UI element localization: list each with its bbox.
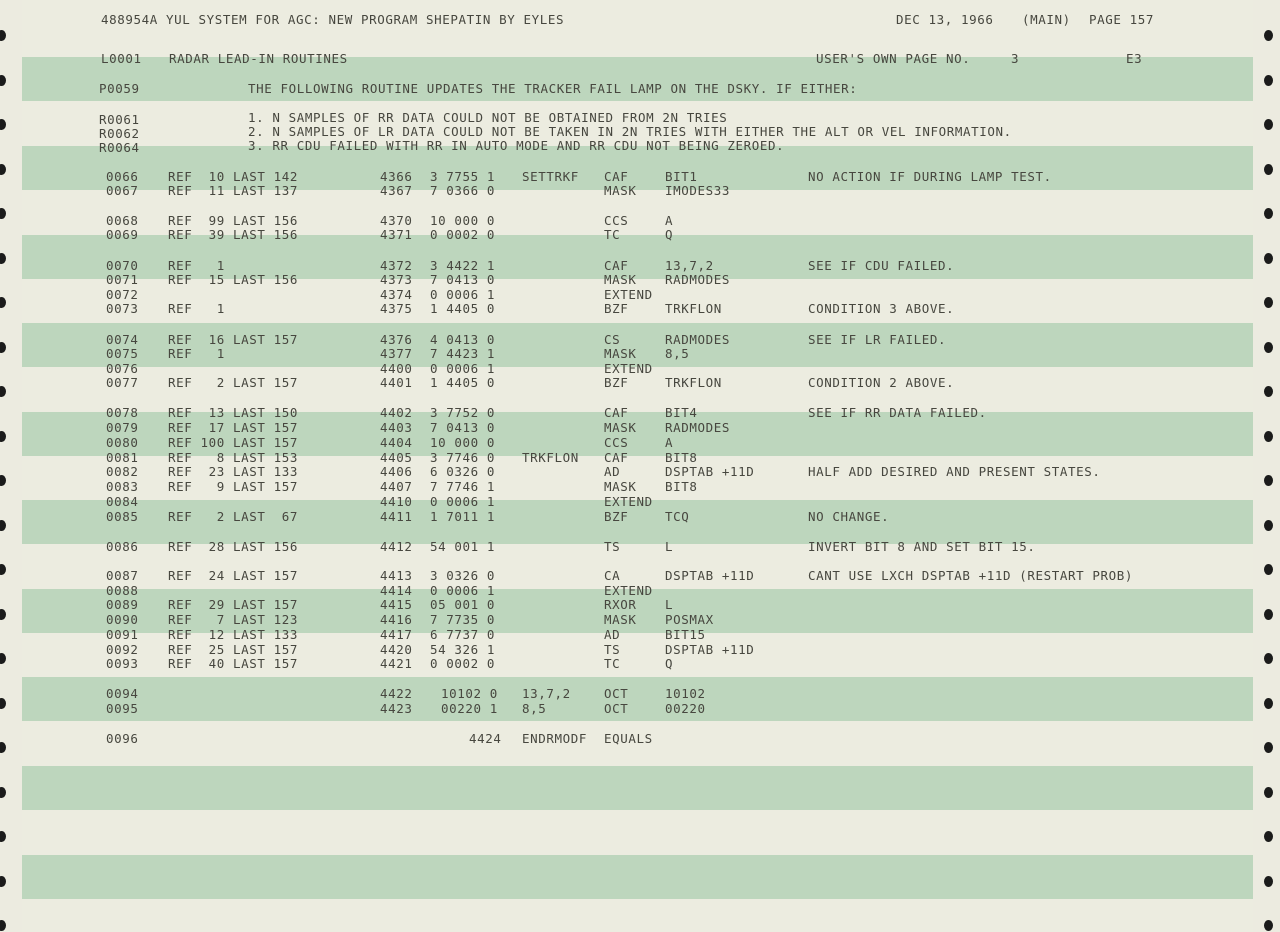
opcode: BZF bbox=[604, 509, 629, 524]
green-bar-band bbox=[22, 855, 1253, 899]
tractor-hole bbox=[0, 698, 6, 709]
memory-address: 4370 bbox=[380, 213, 413, 228]
memory-address: 4403 bbox=[380, 420, 413, 435]
opcode: CA bbox=[604, 568, 621, 583]
tractor-hole bbox=[1264, 653, 1273, 664]
opcode: MASK bbox=[604, 183, 637, 198]
tractor-hole bbox=[1264, 386, 1273, 397]
comment: CONDITION 2 ABOVE. bbox=[808, 375, 955, 390]
tractor-hole bbox=[1264, 876, 1273, 887]
memory-address: 4405 bbox=[380, 450, 413, 465]
opcode: CAF bbox=[604, 450, 629, 465]
octal-code: 10102 0 bbox=[441, 686, 498, 701]
octal-code: 05 001 0 bbox=[430, 597, 496, 612]
octal-code: 10 000 0 bbox=[430, 213, 496, 228]
tractor-hole bbox=[1264, 208, 1273, 219]
operand: BIT8 bbox=[665, 479, 698, 494]
tractor-hole bbox=[1264, 742, 1273, 753]
operand: DSPTAB +11D bbox=[665, 642, 755, 657]
comment: SEE IF RR DATA FAILED. bbox=[808, 405, 987, 420]
octal-code: 3 7755 1 bbox=[430, 169, 496, 184]
octal-code: 4424 bbox=[469, 731, 502, 746]
memory-address: 4417 bbox=[380, 627, 413, 642]
tractor-hole bbox=[1264, 920, 1273, 931]
cross-reference: REF 9 LAST 157 bbox=[168, 479, 299, 494]
tractor-hole bbox=[1264, 119, 1273, 130]
listing-line-number: 0087 bbox=[106, 568, 139, 583]
operand: RADMODES bbox=[665, 420, 731, 435]
octal-code: 7 4423 1 bbox=[430, 346, 496, 361]
tractor-hole bbox=[0, 876, 6, 887]
opcode: EXTEND bbox=[604, 583, 653, 598]
memory-address: 4422 bbox=[380, 686, 413, 701]
listing-line-number: 0067 bbox=[106, 183, 139, 198]
cross-reference: REF 17 LAST 157 bbox=[168, 420, 299, 435]
listing-line-number: 0096 bbox=[106, 731, 139, 746]
memory-address: 4374 bbox=[380, 287, 413, 302]
listing-line-number: 0086 bbox=[106, 539, 139, 554]
tractor-hole bbox=[1264, 698, 1273, 709]
tractor-hole bbox=[1264, 297, 1273, 308]
operand: RADMODES bbox=[665, 272, 731, 287]
memory-address: 4421 bbox=[380, 656, 413, 671]
section-code: E3 bbox=[1126, 51, 1143, 66]
octal-code: 54 326 1 bbox=[430, 642, 496, 657]
symbol-label: 8,5 bbox=[522, 701, 547, 716]
tractor-hole bbox=[1264, 609, 1273, 620]
listing-line-number: 0080 bbox=[106, 435, 139, 450]
memory-address: 4406 bbox=[380, 464, 413, 479]
comment: INVERT BIT 8 AND SET BIT 15. bbox=[808, 539, 1036, 554]
octal-code: 4 0413 0 bbox=[430, 332, 496, 347]
listing-line-number: 0077 bbox=[106, 375, 139, 390]
section-title: RADAR LEAD-IN ROUTINES bbox=[169, 51, 348, 66]
octal-code: 0 0006 1 bbox=[430, 494, 496, 509]
cross-reference: REF 2 LAST 157 bbox=[168, 375, 299, 390]
octal-code: 3 7746 0 bbox=[430, 450, 496, 465]
tractor-hole bbox=[1264, 431, 1273, 442]
opcode: TS bbox=[604, 539, 621, 554]
octal-code: 7 7746 1 bbox=[430, 479, 496, 494]
operand: BIT1 bbox=[665, 169, 698, 184]
operand: L bbox=[665, 597, 674, 612]
cross-reference: REF 1 bbox=[168, 346, 225, 361]
comment: CANT USE LXCH DSPTAB +11D (RESTART PROB) bbox=[808, 568, 1134, 583]
memory-address: 4411 bbox=[380, 509, 413, 524]
memory-address: 4402 bbox=[380, 405, 413, 420]
operand: 10102 bbox=[665, 686, 706, 701]
operand: BIT15 bbox=[665, 627, 706, 642]
comment: NO ACTION IF DURING LAMP TEST. bbox=[808, 169, 1052, 184]
cross-reference: REF 40 LAST 157 bbox=[168, 656, 299, 671]
octal-code: 0 0002 0 bbox=[430, 656, 496, 671]
opcode: MASK bbox=[604, 479, 637, 494]
header-main: (MAIN) bbox=[1022, 12, 1071, 27]
opcode: CAF bbox=[604, 405, 629, 420]
operand: TCQ bbox=[665, 509, 690, 524]
octal-code: 00220 1 bbox=[441, 701, 498, 716]
cross-reference: REF 13 LAST 150 bbox=[168, 405, 299, 420]
tractor-hole bbox=[1264, 253, 1273, 264]
tractor-hole bbox=[0, 297, 6, 308]
listing-line-number: 0078 bbox=[106, 405, 139, 420]
opcode: BZF bbox=[604, 375, 629, 390]
cross-reference: REF 10 LAST 142 bbox=[168, 169, 299, 184]
listing-line-number: 0093 bbox=[106, 656, 139, 671]
comment: HALF ADD DESIRED AND PRESENT STATES. bbox=[808, 464, 1101, 479]
operand: 8,5 bbox=[665, 346, 690, 361]
cross-reference: REF 7 LAST 123 bbox=[168, 612, 299, 627]
opcode: OCT bbox=[604, 686, 629, 701]
memory-address: 4413 bbox=[380, 568, 413, 583]
octal-code: 7 7735 0 bbox=[430, 612, 496, 627]
opcode: MASK bbox=[604, 272, 637, 287]
octal-code: 3 7752 0 bbox=[430, 405, 496, 420]
tractor-hole bbox=[0, 75, 6, 86]
octal-code: 10 000 0 bbox=[430, 435, 496, 450]
opcode: BZF bbox=[604, 301, 629, 316]
octal-code: 0 0006 1 bbox=[430, 583, 496, 598]
user-page-label: USER'S OWN PAGE NO. bbox=[816, 51, 971, 66]
listing-line-number: 0071 bbox=[106, 272, 139, 287]
green-bar-band bbox=[22, 766, 1253, 810]
tractor-hole bbox=[0, 742, 6, 753]
listing-line-number: 0076 bbox=[106, 361, 139, 376]
listing-line-number: 0094 bbox=[106, 686, 139, 701]
green-bar-band bbox=[22, 677, 1253, 721]
tractor-hole bbox=[0, 831, 6, 842]
octal-code: 0 0006 1 bbox=[430, 361, 496, 376]
operand: DSPTAB +11D bbox=[665, 464, 755, 479]
operand: POSMAX bbox=[665, 612, 714, 627]
tractor-hole bbox=[1264, 564, 1273, 575]
remark-line-number: R0061 bbox=[99, 112, 140, 127]
memory-address: 4371 bbox=[380, 227, 413, 242]
opcode: CS bbox=[604, 332, 621, 347]
listing-line-number: 0068 bbox=[106, 213, 139, 228]
comment: NO CHANGE. bbox=[808, 509, 890, 524]
listing-line-number: 0073 bbox=[106, 301, 139, 316]
listing-line-number: 0083 bbox=[106, 479, 139, 494]
remark-text: 1. N SAMPLES OF RR DATA COULD NOT BE OBTAINED FROM 2N TRIES bbox=[248, 110, 728, 125]
cross-reference: REF 100 LAST 157 bbox=[168, 435, 299, 450]
remark-text: THE FOLLOWING ROUTINE UPDATES THE TRACKER FAIL LAMP ON THE DSKY. IF EITHER: bbox=[248, 81, 858, 96]
operand: Q bbox=[665, 227, 674, 242]
cross-reference: REF 1 bbox=[168, 258, 225, 273]
operand: RADMODES bbox=[665, 332, 731, 347]
cross-reference: REF 1 bbox=[168, 301, 225, 316]
operand: Q bbox=[665, 656, 674, 671]
memory-address: 4400 bbox=[380, 361, 413, 376]
octal-code: 7 0413 0 bbox=[430, 420, 496, 435]
tractor-hole bbox=[0, 342, 6, 353]
listing-line-number: 0082 bbox=[106, 464, 139, 479]
comment: SEE IF CDU FAILED. bbox=[808, 258, 955, 273]
cross-reference: REF 15 LAST 156 bbox=[168, 272, 299, 287]
tractor-hole bbox=[0, 386, 6, 397]
tractor-hole bbox=[1264, 475, 1273, 486]
octal-code: 7 0366 0 bbox=[430, 183, 496, 198]
memory-address: 4373 bbox=[380, 272, 413, 287]
section-log-line: L0001 bbox=[101, 51, 142, 66]
header-page: PAGE 157 bbox=[1089, 12, 1155, 27]
header-date: DEC 13, 1966 bbox=[896, 12, 994, 27]
memory-address: 4412 bbox=[380, 539, 413, 554]
octal-code: 1 4405 0 bbox=[430, 375, 496, 390]
remark-line-number: P0059 bbox=[99, 81, 140, 96]
operand: BIT4 bbox=[665, 405, 698, 420]
cross-reference: REF 24 LAST 157 bbox=[168, 568, 299, 583]
operand: L bbox=[665, 539, 674, 554]
octal-code: 3 4422 1 bbox=[430, 258, 496, 273]
listing-line-number: 0066 bbox=[106, 169, 139, 184]
memory-address: 4401 bbox=[380, 375, 413, 390]
tractor-hole bbox=[1264, 787, 1273, 798]
memory-address: 4377 bbox=[380, 346, 413, 361]
octal-code: 0 0002 0 bbox=[430, 227, 496, 242]
cross-reference: REF 16 LAST 157 bbox=[168, 332, 299, 347]
opcode: CAF bbox=[604, 169, 629, 184]
memory-address: 4372 bbox=[380, 258, 413, 273]
symbol-label: SETTRKF bbox=[522, 169, 579, 184]
octal-code: 0 0006 1 bbox=[430, 287, 496, 302]
listing-line-number: 0069 bbox=[106, 227, 139, 242]
listing-line-number: 0088 bbox=[106, 583, 139, 598]
opcode: TC bbox=[604, 656, 621, 671]
tractor-hole bbox=[0, 653, 6, 664]
listing-line-number: 0075 bbox=[106, 346, 139, 361]
right-tractor-holes bbox=[1256, 0, 1278, 932]
octal-code: 1 4405 0 bbox=[430, 301, 496, 316]
octal-code: 54 001 1 bbox=[430, 539, 496, 554]
octal-code: 3 0326 0 bbox=[430, 568, 496, 583]
memory-address: 4416 bbox=[380, 612, 413, 627]
tractor-hole bbox=[1264, 164, 1273, 175]
memory-address: 4414 bbox=[380, 583, 413, 598]
opcode: OCT bbox=[604, 701, 629, 716]
listing-line-number: 0070 bbox=[106, 258, 139, 273]
tractor-hole bbox=[0, 609, 6, 620]
memory-address: 4407 bbox=[380, 479, 413, 494]
comment: CONDITION 3 ABOVE. bbox=[808, 301, 955, 316]
listing-line-number: 0092 bbox=[106, 642, 139, 657]
cross-reference: REF 11 LAST 137 bbox=[168, 183, 299, 198]
tractor-hole bbox=[0, 119, 6, 130]
opcode: CCS bbox=[604, 435, 629, 450]
opcode: AD bbox=[604, 464, 621, 479]
cross-reference: REF 29 LAST 157 bbox=[168, 597, 299, 612]
opcode: TS bbox=[604, 642, 621, 657]
listing-line-number: 0074 bbox=[106, 332, 139, 347]
tractor-hole bbox=[1264, 520, 1273, 531]
memory-address: 4376 bbox=[380, 332, 413, 347]
tractor-hole bbox=[0, 920, 6, 931]
opcode: EQUALS bbox=[604, 731, 653, 746]
cross-reference: REF 2 LAST 67 bbox=[168, 509, 299, 524]
left-tractor-holes bbox=[0, 0, 22, 932]
opcode: MASK bbox=[604, 346, 637, 361]
listing-line-number: 0081 bbox=[106, 450, 139, 465]
octal-code: 7 0413 0 bbox=[430, 272, 496, 287]
operand: A bbox=[665, 213, 674, 228]
listing-line-number: 0089 bbox=[106, 597, 139, 612]
tractor-hole bbox=[0, 30, 6, 41]
opcode: AD bbox=[604, 627, 621, 642]
header-system-line: 488954A YUL SYSTEM FOR AGC: NEW PROGRAM SHEPATIN BY EYLES bbox=[101, 12, 565, 27]
operand: 13,7,2 bbox=[665, 258, 714, 273]
listing-line-number: 0095 bbox=[106, 701, 139, 716]
opcode: EXTEND bbox=[604, 494, 653, 509]
tractor-hole bbox=[1264, 831, 1273, 842]
tractor-hole bbox=[1264, 75, 1273, 86]
tractor-hole bbox=[0, 564, 6, 575]
opcode: EXTEND bbox=[604, 361, 653, 376]
cross-reference: REF 8 LAST 153 bbox=[168, 450, 299, 465]
remark-line-number: R0064 bbox=[99, 140, 140, 155]
memory-address: 4366 bbox=[380, 169, 413, 184]
operand: A bbox=[665, 435, 674, 450]
cross-reference: REF 28 LAST 156 bbox=[168, 539, 299, 554]
listing-line-number: 0090 bbox=[106, 612, 139, 627]
symbol-label: TRKFLON bbox=[522, 450, 579, 465]
user-page-number: 3 bbox=[1011, 51, 1020, 66]
memory-address: 4404 bbox=[380, 435, 413, 450]
octal-code: 6 7737 0 bbox=[430, 627, 496, 642]
tractor-hole bbox=[0, 164, 6, 175]
opcode: CCS bbox=[604, 213, 629, 228]
cross-reference: REF 23 LAST 133 bbox=[168, 464, 299, 479]
opcode: CAF bbox=[604, 258, 629, 273]
opcode: MASK bbox=[604, 612, 637, 627]
listing-line-number: 0091 bbox=[106, 627, 139, 642]
memory-address: 4410 bbox=[380, 494, 413, 509]
memory-address: 4367 bbox=[380, 183, 413, 198]
opcode: MASK bbox=[604, 420, 637, 435]
listing-line-number: 0084 bbox=[106, 494, 139, 509]
memory-address: 4415 bbox=[380, 597, 413, 612]
listing-line-number: 0085 bbox=[106, 509, 139, 524]
tractor-hole bbox=[0, 787, 6, 798]
remark-text: 2. N SAMPLES OF LR DATA COULD NOT BE TAKEN IN 2N TRIES WITH EITHER THE ALT OR VEL INFORMATION. bbox=[248, 124, 1012, 139]
remark-line-number: R0062 bbox=[99, 126, 140, 141]
operand: 00220 bbox=[665, 701, 706, 716]
octal-code: 6 0326 0 bbox=[430, 464, 496, 479]
listing-line-number: 0079 bbox=[106, 420, 139, 435]
tractor-hole bbox=[0, 475, 6, 486]
operand: DSPTAB +11D bbox=[665, 568, 755, 583]
memory-address: 4375 bbox=[380, 301, 413, 316]
tractor-hole bbox=[1264, 342, 1273, 353]
operand: TRKFLON bbox=[665, 301, 722, 316]
remark-text: 3. RR CDU FAILED WITH RR IN AUTO MODE AND RR CDU NOT BEING ZEROED. bbox=[248, 138, 785, 153]
operand: BIT8 bbox=[665, 450, 698, 465]
tractor-hole bbox=[0, 520, 6, 531]
symbol-label: ENDRMODF bbox=[522, 731, 588, 746]
tractor-hole bbox=[0, 253, 6, 264]
memory-address: 4423 bbox=[380, 701, 413, 716]
opcode: EXTEND bbox=[604, 287, 653, 302]
cross-reference: REF 39 LAST 156 bbox=[168, 227, 299, 242]
cross-reference: REF 99 LAST 156 bbox=[168, 213, 299, 228]
listing-line-number: 0072 bbox=[106, 287, 139, 302]
memory-address: 4420 bbox=[380, 642, 413, 657]
opcode: TC bbox=[604, 227, 621, 242]
tractor-hole bbox=[1264, 30, 1273, 41]
operand: TRKFLON bbox=[665, 375, 722, 390]
symbol-label: 13,7,2 bbox=[522, 686, 571, 701]
opcode: RXOR bbox=[604, 597, 637, 612]
operand: IMODES33 bbox=[665, 183, 731, 198]
cross-reference: REF 12 LAST 133 bbox=[168, 627, 299, 642]
tractor-hole bbox=[0, 431, 6, 442]
tractor-hole bbox=[0, 208, 6, 219]
octal-code: 1 7011 1 bbox=[430, 509, 496, 524]
cross-reference: REF 25 LAST 157 bbox=[168, 642, 299, 657]
comment: SEE IF LR FAILED. bbox=[808, 332, 947, 347]
